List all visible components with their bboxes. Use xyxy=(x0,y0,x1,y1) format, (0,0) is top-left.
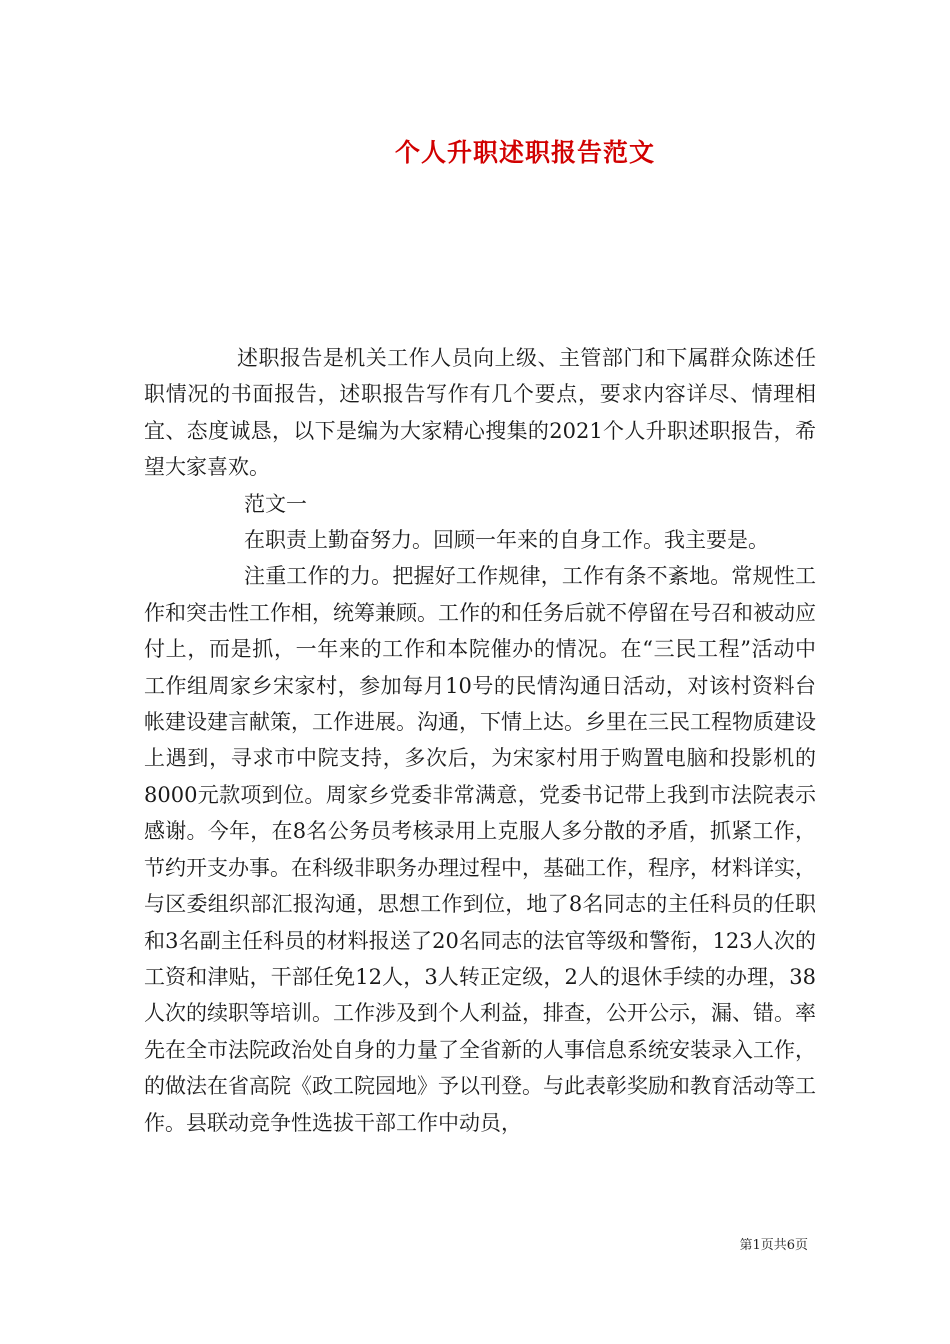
body-paragraph: 注重工作的力。把握好工作规律，工作有条不紊地。常规性工作和突击性工作相，统筹兼顾。工作的和任务后就不停留在号召和被动应付上，而是抓，一年来的工作和本院催办的情况。在“三民工程”活动中工作组周家乡宋家村，参加每月10号的民情沟通日活动，对该村资料台帐建设建言献策，工作进展。沟通，下情上达。乡里在三民工程物质建设上遇到，寻求市中院支持，多次后，为宋家村用于购置电脑和投影机的8000元款项到位。周家乡党委非常满意，党委书记带上我到市法院表示感谢。今年，在8名公务员考核录用上克服人多分散的矛盾，抓紧工作，节约开支办事。在科级非职务办理过程中，基础工作，程序，材料详实，与区委组织部汇报沟通，思想工作到位，地了8名同志的主任科员的任职和3名副主任科员的材料报送了20名同志的法官等级和警衔，123人次的工资和津贴，干部任免12人，3人转正定级，2人的退休手续的办理，38人次的续职等培训。工作涉及到个人利益，排查，公开公示，漏、错。率先在全市法院政治处自身的力量了全省新的人事信息系统安装录入工作，的做法在省高院《政工院园地》予以刊登。与此表彰奖励和教育活动等工作。县联动竞争性选拔干部工作中动员， xyxy=(144,564,816,1135)
intro-paragraph: 述职报告是机关工作人员向上级、主管部门和下属群众陈述任职情况的书面报告，述职报告写作有几个要点，要求内容详尽、情理相宜、态度诚恳，以下是编为大家精心搜集的2021个人升职述职报告，希望大家喜欢。 xyxy=(144,346,816,480)
document-body xyxy=(144,340,816,1141)
section-heading: 范文一 xyxy=(244,491,307,516)
body-paragraph: 在职责上勤奋努力。回顾一年来的自身工作。我主要是。 xyxy=(244,528,769,553)
page-number: 第1页共6页 xyxy=(739,1238,808,1253)
document-title: 个人升职述职报告范文 xyxy=(394,138,655,167)
